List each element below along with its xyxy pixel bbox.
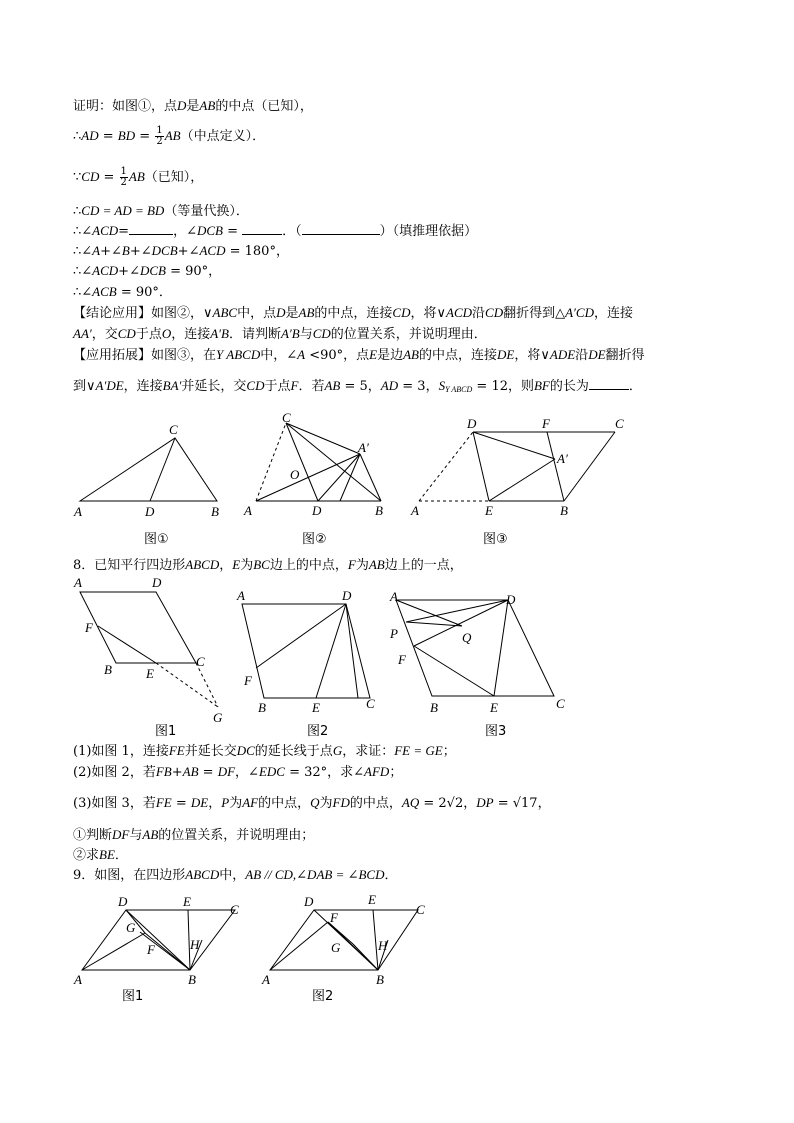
label-B: B (211, 504, 219, 519)
label-F: F (85, 620, 93, 635)
math: CD (312, 326, 331, 341)
math: FE (168, 743, 185, 758)
label-B: B (430, 700, 438, 715)
text: 的中点，连接 (419, 348, 498, 363)
math: F (347, 557, 356, 572)
math: DF (217, 764, 236, 779)
text: = 32°，求∠ (284, 765, 365, 780)
text: ∴∠ (73, 224, 93, 239)
math-subscript: Y ABCD (445, 385, 473, 394)
text: ，∠ (235, 765, 259, 780)
math: ACB (92, 284, 117, 299)
apply-line-1 (73, 304, 633, 323)
caption-q9-fig-1: 图1 (122, 989, 144, 1004)
math: ACD (92, 223, 119, 238)
text: = (99, 170, 119, 185)
math: F (290, 378, 299, 393)
fill-blank[interactable] (129, 222, 173, 235)
label-F: F (147, 942, 155, 957)
text: 边上的中点， (269, 558, 348, 573)
text: 是 (186, 99, 200, 114)
math: AB (128, 169, 145, 184)
caption-fig-1: 图① (144, 532, 169, 547)
text: +∠ (177, 244, 200, 259)
label-A: A (237, 588, 245, 603)
text: = (222, 224, 243, 239)
math: S (438, 378, 446, 393)
text: 的中点，连接 (314, 306, 393, 321)
text: ∴∠ (73, 264, 93, 279)
label-C: C (366, 696, 375, 711)
label-D: D (152, 575, 162, 590)
text: 中，点 (237, 306, 277, 321)
q8-sub-1 (73, 826, 314, 845)
text: ∴∠ (73, 285, 93, 300)
text: = √17 (493, 796, 538, 811)
proof-line-6 (73, 242, 289, 261)
math: ∨A′DE (86, 378, 124, 393)
text: (2)如图 2，若 (73, 765, 156, 780)
text: ②求 (73, 848, 100, 863)
text: ， (219, 558, 233, 573)
label-O: O (290, 467, 300, 482)
math: CD (246, 378, 265, 393)
math: D (177, 98, 187, 113)
math: ABCD (185, 557, 220, 572)
proof-line-8 (73, 283, 172, 302)
text: 为 (355, 558, 369, 573)
math: P (221, 795, 230, 810)
text: 的位置关系，并说明理由； (158, 828, 315, 843)
label-C: C (416, 902, 425, 917)
label-E: E (183, 894, 191, 909)
text: +∠ (129, 244, 152, 259)
text: = (171, 796, 191, 811)
label-A: A (390, 589, 398, 604)
text: 【应用拓展】如图③，在 (73, 348, 217, 363)
proof-line-1 (73, 97, 313, 116)
text: 为 (319, 796, 333, 811)
text: ∴∠ (73, 244, 93, 259)
label-D: D (467, 416, 477, 431)
text: 为 (240, 558, 254, 573)
math: AB (182, 764, 199, 779)
math: AB (368, 557, 385, 572)
label-C: C (230, 902, 239, 917)
fill-blank[interactable] (242, 222, 282, 235)
label-B: B (188, 972, 196, 987)
math: DC (236, 743, 255, 758)
q8-figure-3 (384, 586, 574, 716)
text: ）（填推理依据） (379, 224, 478, 239)
math: AB (298, 305, 315, 320)
math: ∨ACD (436, 305, 473, 320)
text: （等量代换）． (164, 204, 249, 219)
text: <90°，点 (305, 348, 370, 363)
text: 中，∠ (260, 348, 298, 363)
text: 边上的一点， (384, 558, 463, 573)
text: （已知）， (144, 170, 204, 185)
label-E: E (146, 666, 154, 681)
proof-line-3 (73, 167, 203, 188)
text: 的延长线于点 (254, 744, 333, 759)
q8-intro (73, 556, 463, 575)
label-C: C (282, 412, 291, 425)
text: = (135, 129, 155, 144)
math: E (369, 347, 378, 362)
text: 证明：如图①，点 (73, 99, 178, 114)
label-F: F (542, 416, 550, 431)
math: AD (81, 128, 99, 143)
label-C: C (556, 696, 565, 711)
text: 与 (129, 828, 143, 843)
text: ． (384, 868, 398, 883)
text: ∴ (73, 204, 82, 219)
proof-line-5 (73, 222, 477, 241)
text: = 3， (398, 379, 439, 394)
text: ； (389, 765, 403, 780)
math: BA′ (162, 378, 182, 393)
label-A-prime: A′ (557, 451, 568, 466)
text: +∠ (100, 244, 122, 259)
text: ， (463, 796, 477, 811)
math: DF (112, 827, 130, 842)
math: AFD (364, 764, 390, 779)
proof-line-4 (73, 202, 249, 221)
math: Q (310, 795, 320, 810)
label-D: D (312, 503, 322, 518)
label-B: B (258, 700, 266, 715)
text: 于点 (264, 379, 291, 394)
q8-figure-1 (68, 574, 233, 724)
label-H: H (190, 937, 200, 952)
text: ，将 (514, 348, 541, 363)
math: EDC (258, 764, 285, 779)
math: AB (199, 98, 216, 113)
math: △A′CD (555, 305, 594, 320)
numerator: 1 (156, 125, 163, 136)
fraction-half (155, 126, 163, 147)
text: ，∠ (173, 224, 197, 239)
text: 中， (219, 868, 246, 883)
q8-part-1 (73, 742, 456, 761)
q9-intro (73, 866, 398, 885)
math: ∨ADE (540, 347, 576, 362)
numerator: 1 (120, 166, 127, 177)
label-D: D (304, 894, 314, 909)
caption-q9-fig-2: 图2 (312, 989, 334, 1004)
text: ， (208, 796, 222, 811)
label-A: A (262, 972, 270, 987)
label-H: H (378, 938, 388, 953)
proof-line-7 (73, 262, 221, 281)
label-B: B (104, 662, 112, 677)
text: （中点定义）． (180, 129, 266, 144)
label-C: C (615, 416, 624, 431)
math: AQ (401, 795, 420, 810)
math: BC (253, 557, 270, 572)
math: Y ABCD (216, 347, 261, 362)
caption-q8-fig-2: 图2 (307, 724, 329, 739)
denominator: 2 (156, 136, 163, 147)
q8-sub-2 (73, 846, 128, 865)
math: D (276, 305, 286, 320)
label-D: D (118, 894, 128, 909)
denominator: 2 (120, 177, 127, 188)
math: AB (142, 827, 159, 842)
figure-3-parallelogram (405, 412, 635, 522)
math: AD (380, 378, 399, 393)
math: DE (497, 347, 515, 362)
label-G: G (126, 920, 136, 935)
math: AB // CD,∠DAB = ∠BCD (245, 867, 385, 882)
math: A′B (210, 326, 229, 341)
math: FB (155, 764, 172, 779)
text: 沿 (575, 348, 589, 363)
text: = (98, 129, 118, 144)
label-E: E (368, 892, 376, 907)
q8-figure-2 (232, 586, 382, 716)
math: E (232, 557, 241, 572)
text: ∴ (73, 129, 82, 144)
math: AA′ (73, 326, 92, 341)
text: 9．如图，在四边形 (73, 868, 186, 883)
label-D: D (342, 588, 352, 603)
math: AB (403, 347, 419, 362)
label-E: E (485, 503, 493, 518)
label-A-prime: A′ (358, 440, 369, 455)
label-E: E (312, 700, 320, 715)
math: A (297, 347, 306, 362)
text: ．若 (298, 379, 325, 394)
text: = 90°． (116, 285, 172, 300)
caption-q8-fig-1: 图1 (155, 724, 177, 739)
text: 【结论应用】如图②， (73, 306, 204, 321)
math: CD (392, 305, 411, 320)
math: AB (324, 378, 341, 393)
text: 翻折得 (605, 348, 645, 363)
math: DCB (196, 223, 223, 238)
text: ，连接 (123, 379, 163, 394)
label-F: F (330, 910, 338, 925)
text: 到 (73, 379, 87, 394)
fraction-half (120, 167, 128, 188)
label-C: C (169, 422, 178, 437)
label-B: B (560, 503, 568, 518)
label-A: A (411, 503, 419, 518)
text: ，连接 (171, 327, 211, 342)
math: ABCD (185, 867, 220, 882)
text: = 12，则 (472, 379, 534, 394)
text: ．请判断 (228, 327, 281, 342)
math: CD (117, 326, 136, 341)
fill-blank[interactable] (302, 222, 380, 235)
text: 8．已知平行四边形 (73, 558, 186, 573)
text: ∵ (73, 170, 82, 185)
math: A′B (280, 326, 300, 341)
text: 与 (299, 327, 313, 342)
text: 沿 (472, 306, 486, 321)
fill-blank[interactable] (589, 377, 629, 390)
text: ，求证： (342, 744, 395, 759)
text: = 180°， (225, 244, 289, 259)
math: O (161, 326, 172, 341)
label-E: E (490, 700, 498, 715)
math: AF (242, 795, 259, 810)
math: CD (485, 305, 504, 320)
math: BE (99, 847, 115, 862)
text: 于点 (135, 327, 162, 342)
label-F: F (398, 652, 406, 667)
text: 的中点， (349, 796, 402, 811)
label-C: C (196, 654, 205, 669)
caption-fig-3: 图③ (483, 532, 508, 547)
expand-line-1 (73, 346, 645, 365)
label-G: G (213, 710, 223, 724)
text: ，将 (410, 306, 437, 321)
math: ACD (199, 243, 226, 258)
q8-part-2 (73, 763, 402, 782)
text: = (118, 224, 130, 239)
text: 的长为 (549, 379, 589, 394)
q9-figure-1 (70, 888, 250, 988)
text: +∠ (118, 264, 140, 279)
text: 的中点， (258, 796, 311, 811)
text: + (171, 765, 183, 780)
math: DE (190, 795, 209, 810)
q9-figure-2 (258, 888, 438, 988)
label-D: D (145, 504, 155, 519)
math: FE (155, 795, 172, 810)
expand-line-2 (73, 377, 642, 399)
math: ACD (92, 263, 119, 278)
math: DE (588, 347, 606, 362)
text: ． (628, 379, 642, 394)
proof-line-2 (73, 126, 265, 147)
text: = 90°， (165, 264, 222, 279)
math: AB (164, 128, 181, 143)
math: FE = GE (394, 743, 443, 758)
math: BD (117, 128, 136, 143)
math: G (332, 743, 343, 758)
text: ； (442, 744, 456, 759)
math: DCB (151, 243, 178, 258)
text: (3)如图 3，若 (73, 796, 156, 811)
math: BF (533, 378, 550, 393)
caption-fig-2: 图② (302, 532, 327, 547)
label-Q: Q (462, 630, 472, 645)
math: CD (81, 169, 100, 184)
math: ∨ABC (203, 305, 238, 320)
label-A: A (74, 972, 82, 987)
math: DCB (139, 263, 166, 278)
text: (1)如图 1，连接 (73, 744, 169, 759)
text: 为 (229, 796, 243, 811)
label-A: A (74, 575, 82, 590)
text: 并延长，交 (181, 379, 247, 394)
figure-2-fold-triangle (240, 412, 390, 522)
text: ，连接 (593, 306, 633, 321)
math: B (121, 243, 130, 258)
text: 是 (285, 306, 299, 321)
text: 的中点（已知）， (215, 99, 313, 114)
label-A: A (74, 504, 82, 519)
text: ， (537, 796, 551, 811)
text: = 2√2 (419, 796, 464, 811)
text: 并延长交 (184, 744, 237, 759)
q8-part-3 (73, 794, 551, 813)
label-A: A (244, 503, 252, 518)
label-B: B (376, 972, 384, 987)
math: FD (332, 795, 350, 810)
text: ． (114, 848, 128, 863)
math: DP (476, 795, 494, 810)
label-G: G (331, 940, 341, 955)
text: 是边 (377, 348, 404, 363)
text: = 5， (340, 379, 381, 394)
text: ，交 (91, 327, 118, 342)
label-D: D (506, 592, 516, 607)
label-F: F (244, 673, 252, 688)
text: 翻折得到 (503, 306, 556, 321)
label-B: B (375, 503, 383, 518)
math: CD = AD = BD (81, 203, 165, 218)
figure-1-triangle (70, 418, 230, 523)
text: 的位置关系，并说明理由． (330, 327, 487, 342)
label-P: P (390, 626, 398, 641)
text: ①判断 (73, 828, 113, 843)
caption-q8-fig-3: 图3 (485, 724, 507, 739)
apply-line-2 (73, 325, 487, 344)
text: ．（ (282, 224, 302, 239)
text: = (198, 765, 218, 780)
math: A (92, 243, 101, 258)
